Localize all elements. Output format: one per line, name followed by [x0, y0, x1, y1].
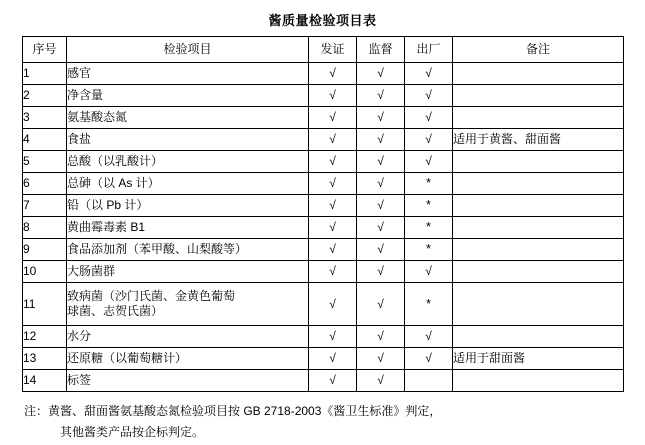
column-header-remark: 备注	[453, 37, 624, 63]
column-header-no: 序号	[23, 37, 67, 63]
cell-remark	[453, 326, 624, 348]
cell-remark	[453, 283, 624, 326]
cell-remark: 适用于甜面酱	[453, 348, 624, 370]
cell-fazheng: √	[309, 283, 357, 326]
cell-fazheng: √	[309, 129, 357, 151]
cell-chuchang	[405, 370, 453, 392]
cell-item: 还原糖（以葡萄糖计）	[67, 348, 309, 370]
column-header-jiandu: 监督	[357, 37, 405, 63]
table-row	[23, 370, 624, 392]
cell-chuchang: √	[405, 85, 453, 107]
cell-no: 3	[23, 107, 67, 129]
cell-item: 净含量	[67, 85, 309, 107]
cell-fazheng: √	[309, 63, 357, 85]
table-row	[23, 107, 624, 129]
column-header-chuchang: 出厂	[405, 37, 453, 63]
cell-jiandu: √	[357, 370, 405, 392]
cell-chuchang: √	[405, 63, 453, 85]
cell-item: 总砷（以 As 计）	[67, 173, 309, 195]
cell-fazheng: √	[309, 151, 357, 173]
column-header-item: 检验项目	[67, 37, 309, 63]
cell-jiandu: √	[357, 63, 405, 85]
cell-item: 感官	[67, 63, 309, 85]
table-row	[23, 217, 624, 239]
cell-no: 4	[23, 129, 67, 151]
cell-item: 水分	[67, 326, 309, 348]
cell-item: 大肠菌群	[67, 261, 309, 283]
cell-item: 氨基酸态氮	[67, 107, 309, 129]
notes-block	[22, 401, 623, 443]
table-row	[23, 63, 624, 85]
cell-jiandu: √	[357, 85, 405, 107]
cell-jiandu: √	[357, 173, 405, 195]
cell-fazheng: √	[309, 261, 357, 283]
table-row	[23, 348, 624, 370]
cell-remark	[453, 63, 624, 85]
table-row	[23, 326, 624, 348]
inspection-items-table	[22, 36, 624, 392]
cell-fazheng: √	[309, 326, 357, 348]
cell-remark	[453, 370, 624, 392]
cell-jiandu: √	[357, 239, 405, 261]
cell-chuchang: √	[405, 348, 453, 370]
cell-no: 13	[23, 348, 67, 370]
cell-jiandu: √	[357, 217, 405, 239]
cell-chuchang: *	[405, 239, 453, 261]
cell-fazheng: √	[309, 348, 357, 370]
cell-fazheng: √	[309, 370, 357, 392]
cell-chuchang: √	[405, 151, 453, 173]
cell-item: 食品添加剂（苯甲酸、山梨酸等）	[67, 239, 309, 261]
cell-no: 6	[23, 173, 67, 195]
cell-chuchang: √	[405, 107, 453, 129]
table-body	[23, 63, 624, 392]
table-row	[23, 85, 624, 107]
note-line-1: 注：黄酱、甜面酱氨基酸态氮检验项目按 GB 2718-2003《酱卫生标准》判定，	[24, 404, 442, 418]
cell-remark	[453, 217, 624, 239]
cell-no: 11	[23, 283, 67, 326]
cell-remark	[453, 85, 624, 107]
cell-chuchang: *	[405, 217, 453, 239]
cell-item: 标签	[67, 370, 309, 392]
cell-remark	[453, 107, 624, 129]
cell-remark	[453, 239, 624, 261]
cell-remark: 适用于黄酱、甜面酱	[453, 129, 624, 151]
cell-item: 总酸（以乳酸计）	[67, 151, 309, 173]
cell-jiandu: √	[357, 195, 405, 217]
cell-no: 9	[23, 239, 67, 261]
cell-chuchang: *	[405, 283, 453, 326]
cell-no: 8	[23, 217, 67, 239]
cell-no: 5	[23, 151, 67, 173]
cell-item: 黄曲霉毒素 B1	[67, 217, 309, 239]
cell-chuchang: √	[405, 129, 453, 151]
cell-chuchang: *	[405, 195, 453, 217]
cell-fazheng: √	[309, 107, 357, 129]
cell-no: 2	[23, 85, 67, 107]
page-title: 酱质量检验项目表	[268, 13, 377, 28]
table-row	[23, 173, 624, 195]
table-row	[23, 129, 624, 151]
cell-no: 10	[23, 261, 67, 283]
table-header	[23, 37, 624, 63]
cell-item: 食盐	[67, 129, 309, 151]
table-row	[23, 195, 624, 217]
cell-fazheng: √	[309, 195, 357, 217]
cell-jiandu: √	[357, 151, 405, 173]
note-line-2: 其他酱类产品按企标判定。	[60, 425, 205, 439]
cell-jiandu: √	[357, 129, 405, 151]
cell-remark	[453, 261, 624, 283]
cell-item: 铅（以 Pb 计）	[67, 195, 309, 217]
cell-chuchang: *	[405, 173, 453, 195]
cell-fazheng: √	[309, 239, 357, 261]
cell-jiandu: √	[357, 326, 405, 348]
table-row	[23, 261, 624, 283]
table-row	[23, 239, 624, 261]
cell-no: 12	[23, 326, 67, 348]
cell-fazheng: √	[309, 217, 357, 239]
cell-jiandu: √	[357, 348, 405, 370]
cell-jiandu: √	[357, 107, 405, 129]
cell-remark	[453, 195, 624, 217]
cell-remark	[453, 173, 624, 195]
cell-chuchang: √	[405, 326, 453, 348]
column-header-fazheng: 发证	[309, 37, 357, 63]
cell-remark	[453, 151, 624, 173]
cell-item: 致病菌（沙门氏菌、金黄色葡萄 球菌、志贺氏菌）	[67, 283, 309, 326]
table-header-row	[23, 37, 624, 63]
cell-jiandu: √	[357, 283, 405, 326]
cell-fazheng: √	[309, 173, 357, 195]
cell-jiandu: √	[357, 261, 405, 283]
table-row	[23, 151, 624, 173]
table-row	[23, 283, 624, 326]
cell-no: 1	[23, 63, 67, 85]
cell-fazheng: √	[309, 85, 357, 107]
cell-no: 7	[23, 195, 67, 217]
cell-no: 14	[23, 370, 67, 392]
cell-chuchang: √	[405, 261, 453, 283]
